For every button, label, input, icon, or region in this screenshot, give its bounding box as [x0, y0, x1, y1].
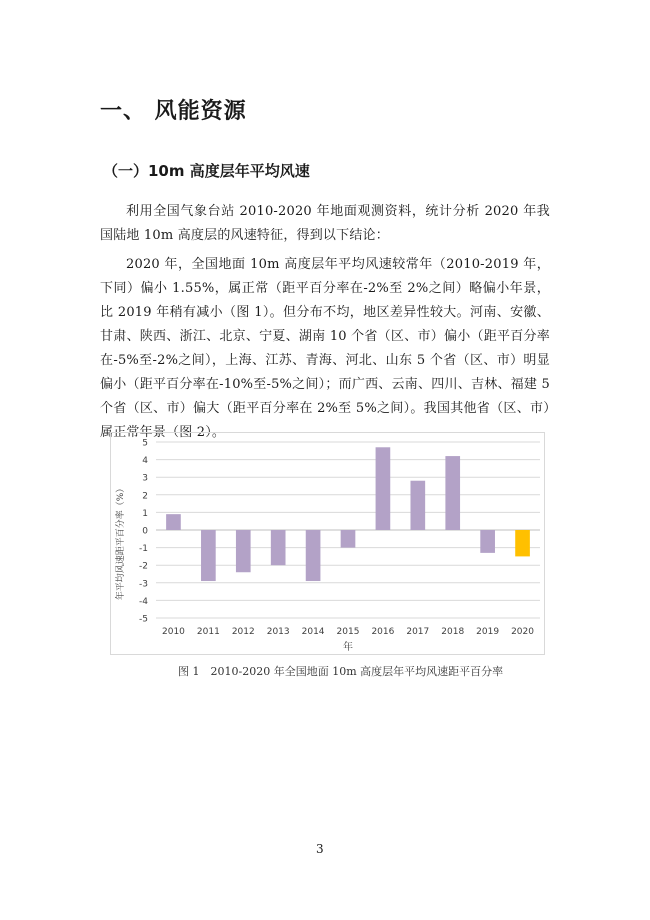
y-tick-label: 0 — [142, 526, 148, 537]
x-tick-label: 2018 — [441, 627, 465, 637]
x-tick-label: 2010 — [162, 627, 185, 637]
x-tick-label: 2020 — [511, 627, 534, 637]
y-tick-label: -2 — [139, 561, 148, 572]
y-tick-label: 2 — [142, 491, 148, 502]
chart-y-axis-label: 年平均风速距平百分率（%） — [116, 483, 126, 601]
bar-2013 — [271, 530, 286, 565]
x-tick-label: 2014 — [301, 627, 325, 637]
bar-2020 — [515, 530, 530, 556]
y-tick-label: -5 — [139, 614, 148, 625]
chart-x-axis-label: 年 — [343, 642, 353, 653]
paragraph-intro: 利用全国气象台站 2010-2020 年地面观测资料，统计分析 2020 年我国陆地 10m 高度层的风速特征，得到以下结论： — [100, 204, 550, 243]
section-title: 一、 风能资源 — [100, 99, 247, 124]
bar-2019 — [480, 530, 495, 553]
bar-2012 — [236, 530, 251, 572]
y-tick-label: 3 — [142, 473, 148, 484]
page-number: 3 — [316, 842, 324, 856]
bar-2017 — [410, 481, 425, 530]
wind-speed-anomaly-chart — [110, 432, 545, 655]
y-tick-label: 1 — [142, 508, 148, 519]
x-tick-label: 2011 — [196, 627, 220, 637]
chart-x-ticks — [162, 627, 534, 637]
bar-2010 — [166, 514, 181, 530]
bar-2014 — [306, 530, 321, 581]
y-tick-label: 5 — [142, 438, 148, 449]
x-tick-label: 2013 — [266, 627, 290, 637]
y-tick-label: -4 — [139, 596, 148, 607]
bar-2011 — [201, 530, 216, 581]
chart-bars — [166, 447, 530, 581]
x-tick-label: 2015 — [336, 627, 360, 637]
y-tick-label: -1 — [139, 544, 148, 555]
figure-caption: 图 1 2010-2020 年全国地面 10m 高度层年平均风速距平百分率 — [178, 665, 504, 678]
paragraph-findings: 2020 年，全国地面 10m 高度层年平均风速较常年（2010-2019 年，下同）偏小 1.55%，属正常（距平百分率在-2%至 2%之间）略偏小年景，比 2019 年稍有减小（图 1）。但分布不均，地区差异性较大。河南、安徽、甘肃、陕西、浙江、北京、宁夏、湖南 10 个省（区、市）偏小（距平百分率在-5%至-2%之间），上海、江苏、青海、河北、山东 5 个省（区、市）明显偏小（距平百分率在-10%至-5%之间）；而广西、云南、四川、吉林、福建 5 个省（区、市）偏大（距平百分率在 2%至 5%之间）。我国其他省（区、市）属正常年景（图 2）。 — [100, 257, 550, 440]
chart-y-ticks — [139, 439, 148, 625]
bar-2015 — [341, 530, 356, 548]
x-tick-label: 2017 — [406, 627, 430, 637]
bar-2016 — [376, 447, 391, 530]
y-tick-label: 4 — [142, 456, 148, 467]
y-tick-label: -3 — [139, 579, 148, 590]
x-tick-label: 2012 — [231, 627, 255, 637]
bar-2018 — [445, 456, 460, 530]
x-tick-label: 2019 — [476, 627, 500, 637]
subsection-title: （一）10m 高度层年平均风速 — [103, 162, 310, 180]
x-tick-label: 2016 — [371, 627, 395, 637]
